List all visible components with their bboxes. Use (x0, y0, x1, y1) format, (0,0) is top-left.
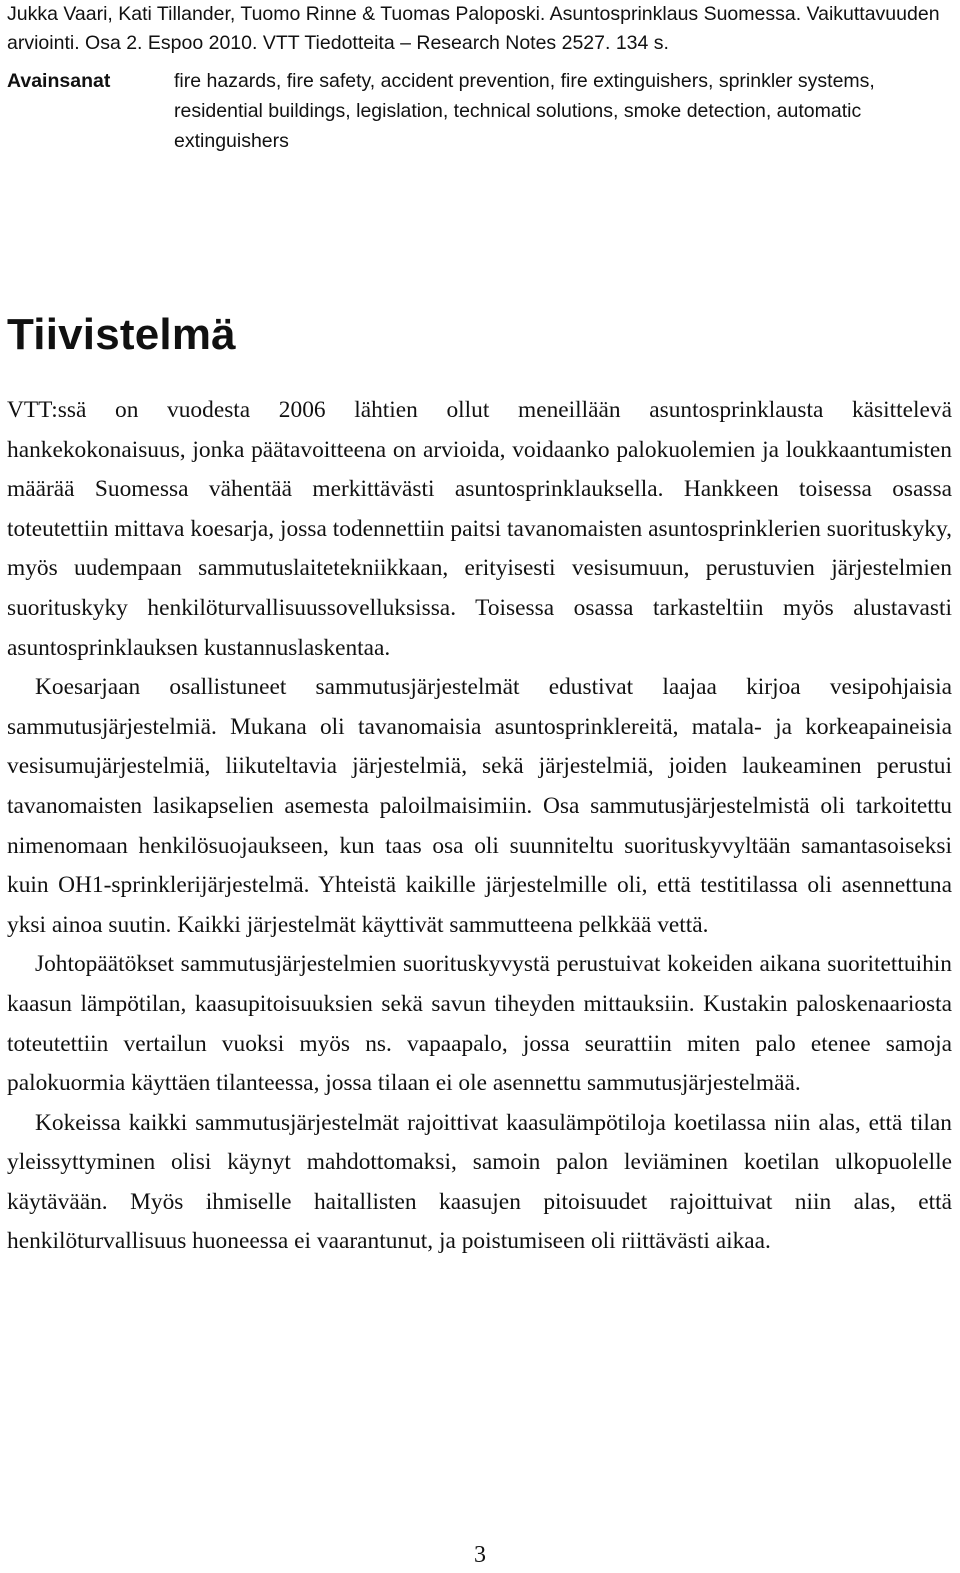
summary-paragraph-1: VTT:ssä on vuodesta 2006 lähtien ollut meneillään asuntosprinklausta käsittelevä hankekokonaisuus, jonka päätavoitteena on arvioida, voidaanko palokuolemien ja loukkaantumisten määrää Suomessa vähentää merkittävästi asuntosprinklauksella. Hankkeen toisessa osassa toteutettiin mittava koesarja, jossa todennettiin paitsi tavanomaisten asuntosprinklerien suorituskyky, myös uudempaan sammutuslaitetekniikkaan, erityisesti vesisumuun, perustuvien järjestelmien suorituskyky henkilöturvallisuussovelluksissa. Toisessa osassa tarkasteltiin myös alustavasti asuntosprinklauksen kustannuslaskentaa. (7, 397, 952, 661)
keywords-value: fire hazards, fire safety, accident prevention, fire extinguishers, sprinkler systems, residential buildings, legislation, technical solutions, smoke detection, automatic extinguishers (174, 70, 875, 152)
page-number: 3 (474, 1542, 486, 1568)
keywords-row (7, 66, 952, 156)
summary-heading: Tiivistelmä (7, 310, 236, 359)
summary-paragraph-4: Kokeissa kaikki sammutusjärjestelmät rajoittivat kaasulämpötiloja koetilassa niin alas, että tilan yleissyttyminen olisi käynyt mahdottomaksi, samoin palon leviäminen koetilan ulkopuolelle käytävään. Myös ihmiselle haitallisten kaasujen pitoisuudet rajoittuivat niin alas, että henkilöturvallisuus huoneessa ei vaarantunut, ja poistumiseen oli riittävästi aikaa. (7, 1109, 952, 1255)
keywords-label: Avainsanat (7, 70, 111, 92)
summary-paragraph-3: Johtopäätökset sammutusjärjestelmien suorituskyvystä perustuivat kokeiden aikana suoritettuihin kaasun lämpötilan, kaasupitoisuuksien sekä savun tiheyden mittauksiin. Kustakin paloskenaariosta toteutettiin vertailun vuoksi myös ns. vapaapalo, jossa seurattiin miten palo etenee samoja palokuormia käyttäen tilanteessa, jossa tilaan ei ole asennettu sammutusjärjestelmää. (7, 951, 952, 1097)
summary-paragraph-2: Koesarjaan osallistuneet sammutusjärjestelmät edustivat laajaa kirjoa vesipohjaisia sammutusjärjestelmiä. Mukana oli tavanomaisia asuntosprinklereitä, matala- ja korkeapaineisia vesisumujärjestelmiä, liikuteltavia järjestelmiä, sekä järjestelmiä, joiden laukeaminen perustui tavanomaisten lasikapselien asemesta paloilmaisimiin. Osa sammutusjärjestelmistä oli tarkoitettu nimenomaan henkilösuojaukseen, kun taas osa oli suunniteltu suorituskyvyltään samantasoiseksi kuin OH1-sprinklerijärjestelmä. Yhteistä kaikille järjestelmille oli, että testitilassa oli asennettuna yksi ainoa suutin. Kaikki järjestelmät käyttivät sammutteena pelkkää vettä. (7, 674, 952, 938)
citation-header: Jukka Vaari, Kati Tillander, Tuomo Rinne & Tuomas Paloposki. Asuntosprinklaus Suomessa. Vaikuttavuuden arviointi. Osa 2. Espoo 2010. VTT Tiedotteita – Research Notes 2527. 134 s. (7, 3, 940, 54)
summary-body (7, 391, 952, 1262)
